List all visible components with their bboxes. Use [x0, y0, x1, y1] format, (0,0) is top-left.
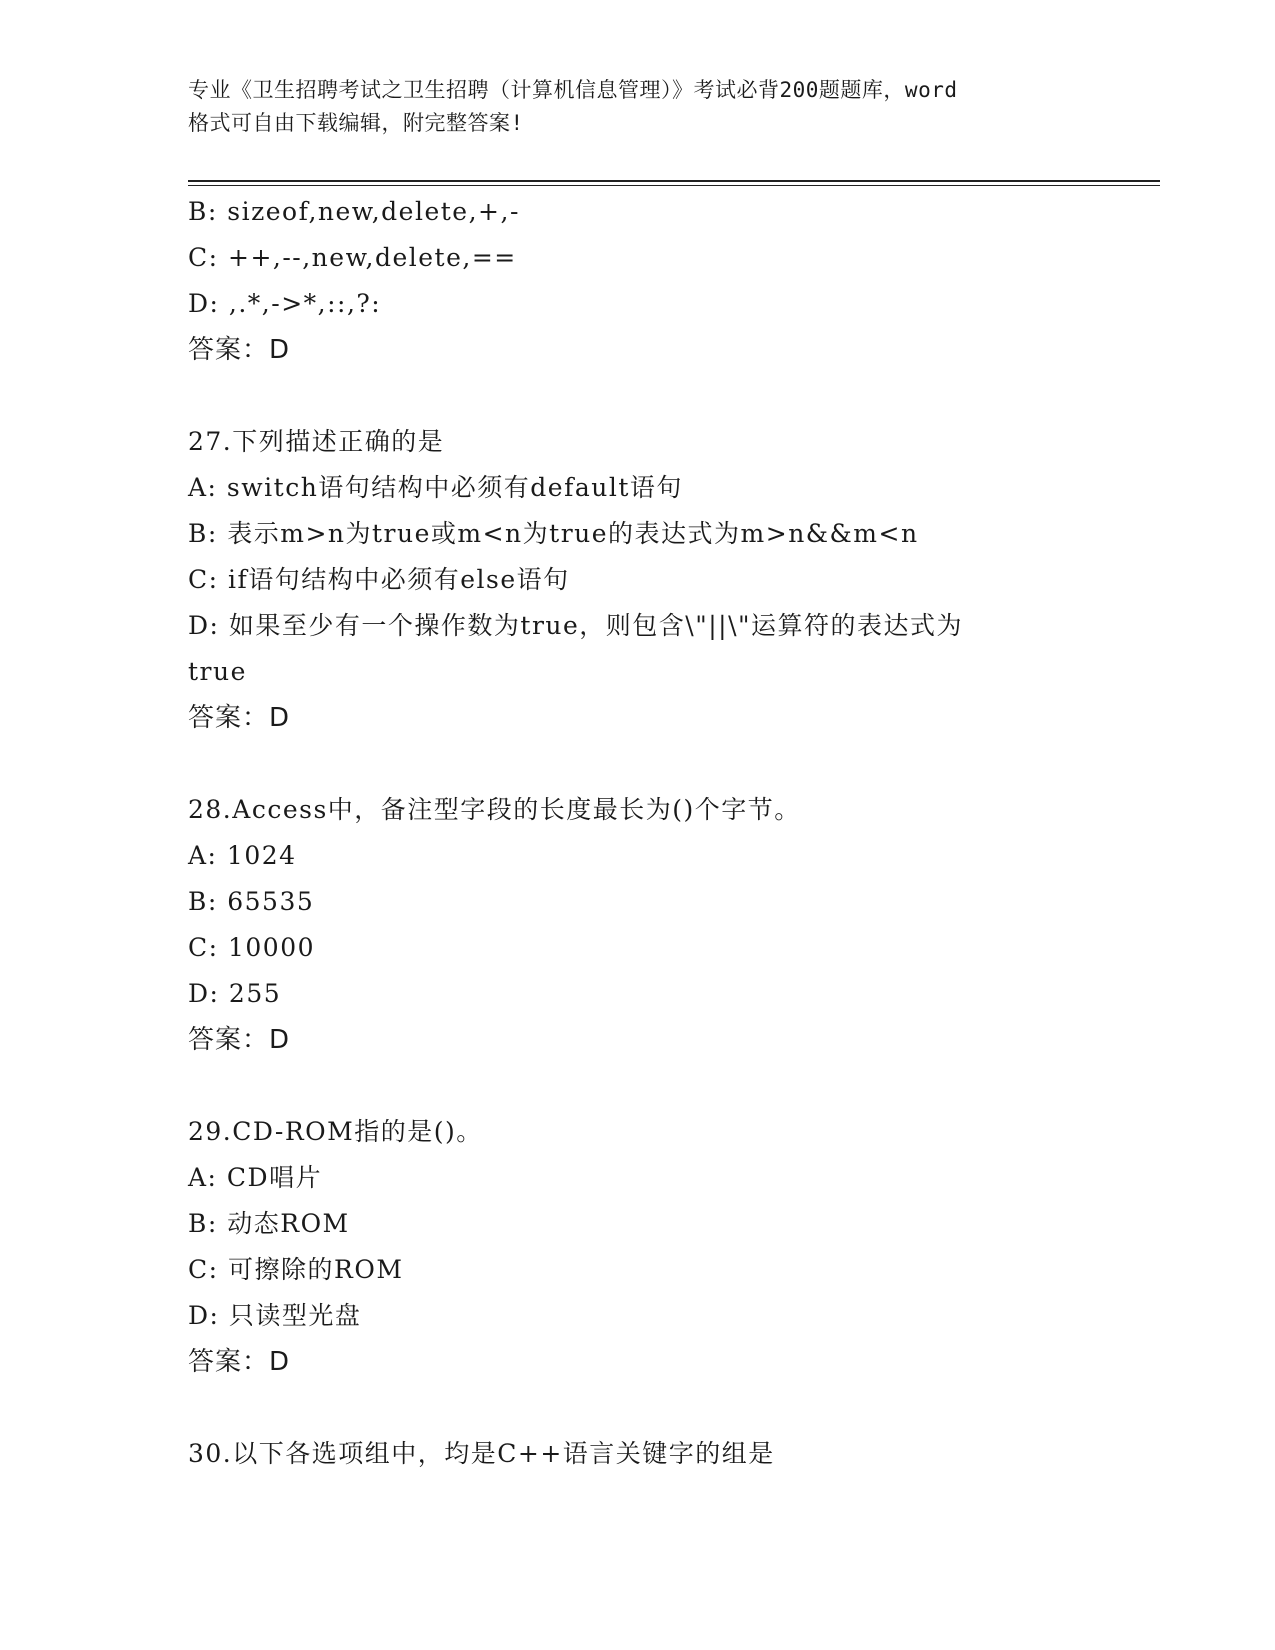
option-a: A: switch语句结构中必须有default语句 [188, 473, 683, 502]
header-line-1: 专业《卫生招聘考试之卫生招聘（计算机信息管理）》考试必背200题题库，word [188, 78, 958, 102]
answer-label: 答案：D [188, 1025, 291, 1055]
question-26-partial [188, 189, 1088, 373]
option-d: D: 如果至少有一个操作数为true，则包含\"||\"运算符的表达式为 [188, 611, 963, 640]
option-c: C: 可擦除的ROM [188, 1255, 404, 1284]
option-a: A: CD唱片 [188, 1163, 323, 1192]
option-d: D: ,.*,->*,::,?: [188, 289, 382, 318]
option-c: C: if语句结构中必须有else语句 [188, 565, 570, 594]
spacer [188, 1063, 1088, 1109]
option-b: B: 表示m>n为true或m<n为true的表达式为m>n&&m<n [188, 519, 919, 548]
option-b: B: 动态ROM [188, 1209, 350, 1238]
header-divider-thin [188, 185, 1160, 186]
option-b: B: sizeof,new,delete,+,- [188, 197, 520, 226]
spacer [188, 1385, 1088, 1431]
header-divider-thick [188, 180, 1160, 182]
header-line-2: 格式可自由下载编辑，附完整答案! [188, 111, 524, 135]
option-d: D: 只读型光盘 [188, 1301, 362, 1330]
option-b: B: 65535 [188, 887, 315, 916]
question-text: 28.Access中，备注型字段的长度最长为()个字节。 [188, 795, 801, 824]
question-list [188, 189, 1088, 1477]
option-c: C: 10000 [188, 933, 316, 962]
answer-label: 答案：D [188, 335, 291, 365]
question-28 [188, 787, 1088, 1063]
document-header [188, 74, 1088, 140]
question-text: 29.CD-ROM指的是()。 [188, 1117, 483, 1146]
question-27 [188, 419, 1088, 741]
option-c: C: ++,--,new,delete,== [188, 243, 517, 272]
question-text: 30.以下各选项组中，均是C++语言关键字的组是 [188, 1439, 775, 1468]
spacer [188, 741, 1088, 787]
option-d-continued: true [188, 657, 247, 686]
answer-label: 答案：D [188, 703, 291, 733]
answer-label: 答案：D [188, 1347, 291, 1377]
question-29 [188, 1109, 1088, 1385]
question-30 [188, 1431, 1088, 1477]
spacer [188, 373, 1088, 419]
option-d: D: 255 [188, 979, 282, 1008]
option-a: A: 1024 [188, 841, 297, 870]
question-text: 27.下列描述正确的是 [188, 427, 445, 456]
